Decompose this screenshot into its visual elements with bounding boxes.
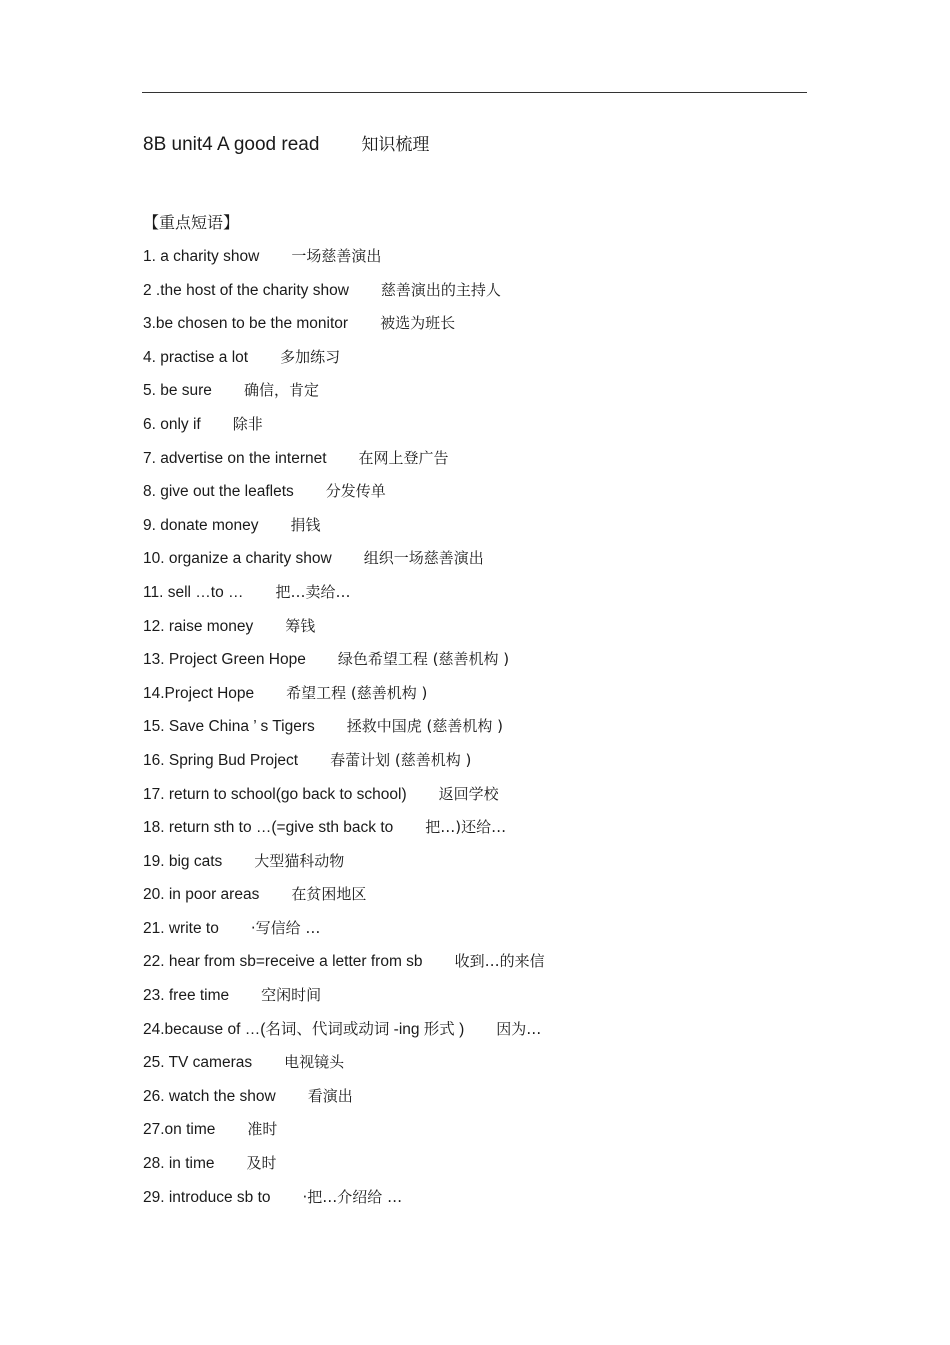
phrase-chinese: 绿色希望工程 (慈善机构 ) bbox=[337, 650, 510, 669]
header-rule bbox=[142, 92, 807, 93]
phrase-english: 23. free time bbox=[143, 987, 230, 1005]
phrase-item bbox=[143, 380, 843, 414]
phrase-chinese: 及时 bbox=[246, 1154, 277, 1173]
phrase-item bbox=[143, 515, 843, 549]
phrase-item bbox=[143, 347, 843, 381]
phrase-item bbox=[143, 918, 843, 952]
phrase-chinese: 除非 bbox=[232, 414, 263, 433]
phrase-item bbox=[143, 1187, 843, 1221]
phrase-english: 13. Project Green Hope bbox=[143, 651, 306, 669]
phrase-chinese: 收到…的来信 bbox=[454, 952, 545, 971]
phrase-chinese: 把…)还给… bbox=[425, 818, 507, 837]
phrase-item bbox=[143, 1086, 843, 1120]
phrase-chinese: 慈善演出的主持人 bbox=[380, 280, 501, 299]
phrase-english: 18. return sth to …(=give sth back to bbox=[143, 819, 394, 837]
phrase-english: 28. in time bbox=[143, 1155, 215, 1173]
phrase-item bbox=[143, 1052, 843, 1086]
phrase-english: 27.on time bbox=[143, 1121, 216, 1139]
phrase-english: 1. a charity show bbox=[143, 248, 260, 265]
phrase-item bbox=[143, 750, 843, 784]
phrase-english: 14.Project Hope bbox=[143, 684, 255, 702]
phrase-english: 3.be chosen to be the monitor bbox=[143, 315, 349, 333]
phrase-item bbox=[143, 280, 843, 314]
document-title bbox=[143, 130, 429, 156]
phrase-item bbox=[143, 784, 843, 818]
phrase-chinese: 在网上登广告 bbox=[358, 448, 449, 467]
phrase-chinese: 被选为班长 bbox=[380, 314, 456, 333]
phrase-item bbox=[143, 951, 843, 985]
phrase-item bbox=[143, 884, 843, 918]
phrase-item bbox=[143, 683, 843, 717]
phrase-chinese: 希望工程 (慈善机构 ) bbox=[286, 683, 428, 702]
phrase-english: 26. watch the show bbox=[143, 1087, 276, 1105]
phrase-chinese: 确信，肯定 bbox=[243, 381, 319, 400]
phrase-chinese: 返回学校 bbox=[438, 784, 499, 803]
phrase-chinese: 捐钱 bbox=[290, 515, 321, 534]
phrase-item bbox=[143, 817, 843, 851]
phrase-chinese: 电视镜头 bbox=[284, 1053, 345, 1072]
phrase-english: 5. be sure bbox=[143, 382, 212, 400]
phrase-chinese: ·把…介绍给 … bbox=[302, 1187, 403, 1206]
phrase-english: 2 .the host of the charity show bbox=[143, 281, 349, 299]
phrase-chinese: 春蕾计划 (慈善机构 ) bbox=[330, 750, 472, 769]
phrase-chinese: 大型猫科动物 bbox=[254, 851, 345, 870]
phrase-chinese: 分发传单 bbox=[325, 482, 386, 501]
phrase-chinese: 在贫困地区 bbox=[291, 885, 367, 904]
phrase-item bbox=[143, 1119, 843, 1153]
phrase-chinese: 筹钱 bbox=[285, 616, 316, 635]
phrase-chinese: 组织一场慈善演出 bbox=[363, 549, 484, 568]
phrase-chinese: 空闲时间 bbox=[261, 986, 322, 1005]
phrase-item bbox=[143, 649, 843, 683]
phrase-chinese: 一场慈善演出 bbox=[291, 247, 382, 265]
phrase-item bbox=[143, 313, 843, 347]
phrase-item bbox=[143, 716, 843, 750]
phrase-english: 24.because of …(名词、代词或动词 -ing 形式 ) bbox=[143, 1020, 465, 1038]
phrase-item bbox=[143, 481, 843, 515]
section-heading: 【重点短语】 bbox=[143, 213, 240, 232]
phrase-english: 20. in poor areas bbox=[143, 886, 260, 904]
title-chinese: 知识梳理 bbox=[361, 135, 430, 155]
phrase-english: 6. only if bbox=[143, 415, 201, 433]
phrase-chinese: 因为… bbox=[496, 1019, 542, 1038]
phrase-english: 15. Save China ’ s Tigers bbox=[143, 718, 315, 736]
phrase-item bbox=[143, 1019, 843, 1053]
phrase-chinese: 多加练习 bbox=[280, 347, 341, 366]
phrase-item bbox=[143, 1153, 843, 1187]
phrase-chinese: 准时 bbox=[247, 1120, 278, 1139]
phrase-chinese: ·写信给 … bbox=[250, 918, 321, 937]
phrase-item bbox=[143, 246, 843, 280]
phrase-item bbox=[143, 582, 843, 616]
phrase-english: 7. advertise on the internet bbox=[143, 449, 327, 467]
phrase-item bbox=[143, 414, 843, 448]
phrase-item bbox=[143, 616, 843, 650]
phrase-english: 12. raise money bbox=[143, 617, 254, 635]
phrase-item bbox=[143, 448, 843, 482]
phrase-english: 11. sell …to … bbox=[143, 583, 244, 601]
phrase-chinese: 拯救中国虎 (慈善机构 ) bbox=[346, 717, 503, 736]
phrase-english: 17. return to school(go back to school) bbox=[143, 785, 407, 803]
title-english: 8B unit4 A good read bbox=[143, 134, 320, 155]
phrase-chinese: 把…卖给… bbox=[275, 582, 351, 601]
phrase-english: 4. practise a lot bbox=[143, 348, 249, 366]
phrase-english: 10. organize a charity show bbox=[143, 550, 332, 568]
phrase-english: 29. introduce sb to bbox=[143, 1188, 271, 1206]
phrase-item bbox=[143, 851, 843, 885]
phrase-item bbox=[143, 985, 843, 1019]
phrase-chinese: 看演出 bbox=[307, 1086, 353, 1105]
phrase-list bbox=[143, 246, 843, 1220]
phrase-item bbox=[143, 548, 843, 582]
phrase-english: 21. write to bbox=[143, 919, 219, 937]
phrase-english: 19. big cats bbox=[143, 852, 223, 870]
phrase-english: 16. Spring Bud Project bbox=[143, 751, 299, 769]
phrase-english: 8. give out the leaflets bbox=[143, 483, 294, 501]
phrase-english: 9. donate money bbox=[143, 516, 259, 534]
phrase-english: 25. TV cameras bbox=[143, 1054, 253, 1072]
phrase-english: 22. hear from sb=receive a letter from sb bbox=[143, 953, 423, 971]
